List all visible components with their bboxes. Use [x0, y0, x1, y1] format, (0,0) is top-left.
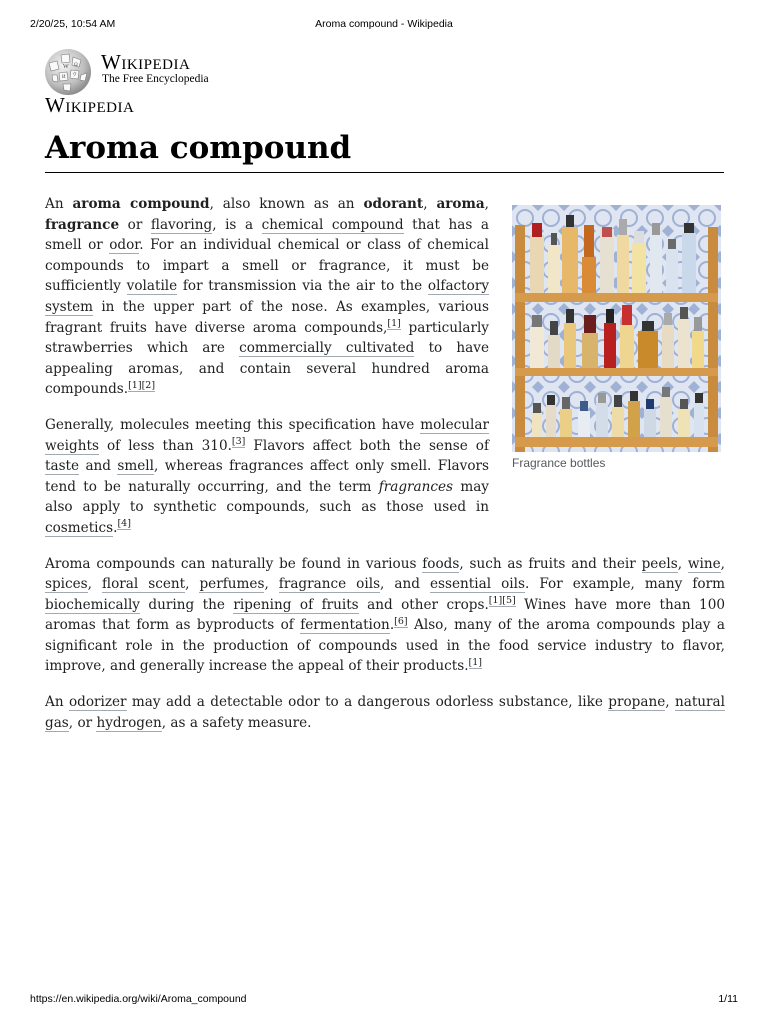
link-peels[interactable]: peels — [641, 555, 678, 572]
link-fermentation[interactable]: fermentation — [300, 617, 390, 634]
text-run: Flavors affect both the sense of — [245, 437, 489, 454]
text-run: , — [264, 576, 279, 593]
link-perfumes[interactable]: perfumes — [199, 576, 265, 593]
link-smell[interactable]: smell — [117, 458, 154, 475]
citation-ref[interactable] — [469, 657, 482, 669]
text-run: Wines have more than 100 aromas that form as byproducts of — [45, 596, 725, 634]
text-run: during the — [139, 596, 234, 613]
article-body — [45, 194, 725, 748]
citation-label: [1] — [387, 318, 401, 330]
link-chemical-compound[interactable]: chemical compound — [261, 216, 404, 233]
link-molecular-weights[interactable]: molecular weights — [45, 416, 489, 454]
text-run: , — [665, 694, 675, 711]
citation-label: [4] — [117, 518, 131, 530]
print-date: 2/20/25, 10:54 AM — [30, 18, 116, 30]
text-run: An — [45, 694, 69, 711]
text-run: in the upper part of the nose. As examples, various fragrant fruits have diverse aroma compounds, — [45, 298, 489, 336]
text-run: Also, many of the aroma compounds play a significant role in the production of compounds used in the food service industry to flavor, improve, and generally increase the appeal of their products. — [45, 617, 725, 675]
text-run: to have appealing aromas, and contain several hundred aroma compounds. — [45, 340, 489, 398]
text-run: or — [119, 216, 151, 233]
bold-term: aroma — [436, 196, 485, 212]
link-floral-scent[interactable]: floral scent — [102, 576, 186, 593]
link-hydrogen[interactable]: hydrogen — [96, 714, 162, 731]
text-run: may add a detectable odor to a dangerous odorless substance, like — [126, 694, 609, 711]
link-taste[interactable]: taste — [45, 458, 80, 475]
text-run: , such as fruits and their — [459, 555, 642, 572]
text-run: , — [423, 196, 437, 212]
figure-caption: Fragrance bottles — [512, 456, 606, 470]
link-fragrance-oils[interactable]: fragrance oils — [278, 576, 381, 593]
text-run: of less than 310. — [98, 437, 232, 454]
text-run: Generally, molecules meeting this specification have — [45, 416, 421, 433]
citation-ref[interactable] — [128, 380, 141, 392]
link-odor[interactable]: odor — [109, 237, 140, 254]
citation-label: [6] — [394, 615, 408, 627]
link-propane[interactable]: propane — [608, 694, 666, 711]
link-biochemically[interactable]: biochemically — [45, 596, 140, 613]
citation-label: [2] — [141, 379, 156, 391]
text-run: and — [79, 458, 118, 475]
text-run: , — [677, 555, 688, 572]
text-run: may also apply to synthetic compounds, such as those used in — [45, 478, 489, 516]
svg-text:Ω: Ω — [74, 63, 78, 68]
text-run: that has a smell or — [45, 216, 489, 254]
wikipedia-wordmark: Wikipedia — [101, 50, 191, 74]
citation-ref[interactable] — [142, 380, 155, 392]
wikipedia-tagline: The Free Encyclopedia — [102, 73, 209, 85]
text-run: , whereas fragrances affect only smell. Flavors tend to be naturally occurring, and the term — [45, 458, 489, 495]
citation-label: [1] — [488, 595, 503, 607]
link-cosmetics[interactable]: cosmetics — [45, 519, 114, 536]
citation-ref[interactable] — [387, 318, 400, 330]
text-run: , — [720, 555, 725, 572]
wikipedia-wordmark-text: Wikipedia — [45, 93, 135, 117]
svg-text:W: W — [63, 64, 69, 70]
text-run: Aroma compounds can naturally be found in various — [45, 555, 423, 572]
print-page-title: Aroma compound - Wikipedia — [315, 18, 453, 30]
text-run: , — [185, 576, 200, 593]
text-run: , is a — [212, 216, 262, 233]
print-url: https://en.wikipedia.org/wiki/Aroma_compound — [30, 993, 247, 1005]
citation-label: [1] — [128, 379, 142, 391]
bold-term: aroma compound — [72, 196, 210, 212]
page-title: Aroma compound — [45, 130, 352, 166]
title-divider — [45, 172, 724, 173]
wikipedia-logo[interactable] — [43, 46, 243, 116]
text-run: , — [87, 576, 103, 593]
citation-ref[interactable] — [232, 436, 245, 448]
link-flavoring[interactable]: flavoring — [150, 216, 213, 233]
citation-ref[interactable] — [489, 595, 502, 607]
paragraph-intro — [45, 194, 489, 400]
citation-ref[interactable] — [502, 595, 515, 607]
text-run: and other crops. — [358, 596, 489, 613]
text-run: . For an individual chemical or class of chemical compounds to impart a smell or fragrance, it must be sufficiently — [45, 237, 489, 295]
text-run: , and — [380, 576, 431, 593]
link-wine[interactable]: wine — [687, 555, 721, 572]
text-run: , or — [68, 714, 97, 731]
bold-term: fragrance — [45, 216, 120, 233]
link-foods[interactable]: foods — [422, 555, 460, 572]
text-run: particularly strawberries which are — [45, 319, 489, 357]
text-run: . — [389, 617, 395, 634]
paragraph-molecular-weight — [45, 415, 489, 539]
link-olfactory-system[interactable]: olfactory system — [45, 278, 489, 315]
link-ripening-of-fruits[interactable]: ripening of fruits — [233, 596, 359, 613]
print-page-number: 1/11 — [718, 993, 738, 1005]
paragraph-natural-sources — [45, 554, 725, 678]
citation-ref[interactable] — [117, 518, 130, 530]
link-natural-gas[interactable]: natural gas — [45, 694, 725, 731]
text-run: . — [113, 519, 118, 536]
svg-text:И: И — [62, 75, 66, 80]
print-footer — [30, 993, 738, 1007]
text-run: , — [484, 196, 489, 212]
wikipedia-globe-icon — [43, 47, 93, 97]
text-run: , also known as an — [209, 196, 364, 212]
paragraph-odorizer — [45, 692, 725, 733]
citation-label: [3] — [231, 436, 246, 447]
citation-ref[interactable] — [394, 616, 407, 628]
bold-term: odorant — [363, 196, 424, 212]
italic-term: fragrances — [378, 478, 454, 495]
link-essential-oils[interactable]: essential oils — [430, 576, 525, 593]
link-spices[interactable]: spices — [45, 576, 88, 593]
text-run: for transmission via the air to the — [177, 278, 428, 295]
link-volatile[interactable]: volatile — [126, 278, 178, 295]
text-run: , as a safety measure. — [161, 714, 312, 731]
text-run: An — [45, 196, 73, 212]
svg-text:ウ: ウ — [72, 73, 78, 78]
citation-label: [1] — [468, 656, 482, 668]
link-odorizer[interactable]: odorizer — [68, 694, 127, 711]
text-run: . For example, many form — [524, 576, 725, 593]
link-commercially-cultivated[interactable]: commercially cultivated — [239, 340, 415, 357]
citation-label: [5] — [502, 595, 516, 607]
print-header — [30, 18, 738, 32]
